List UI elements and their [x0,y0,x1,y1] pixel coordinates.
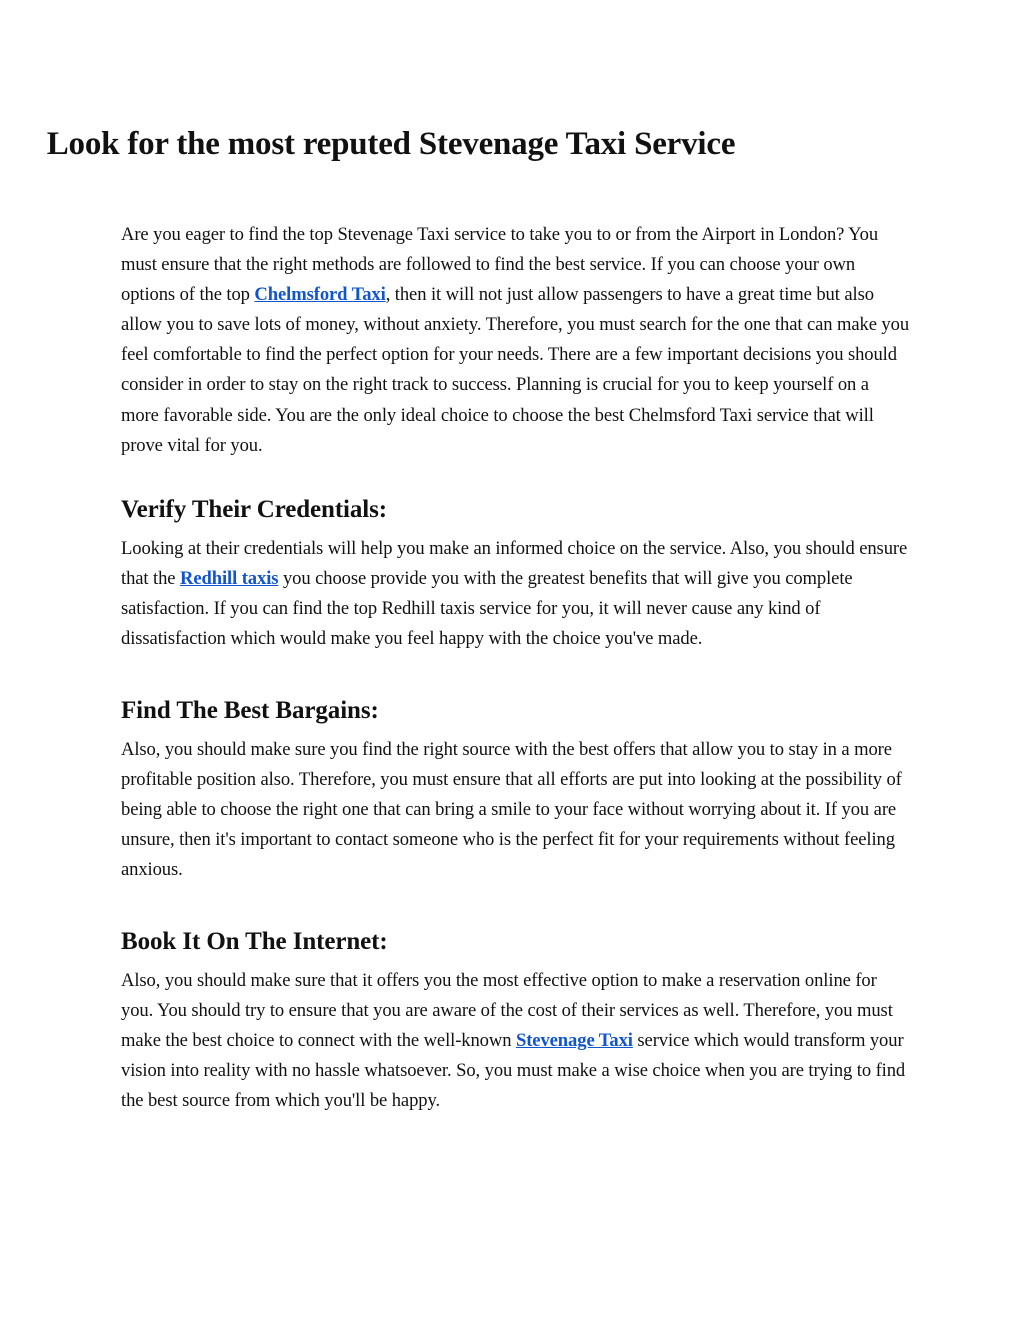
intro-section [121,220,911,461]
section-heading-best-bargains: Find The Best Bargains: [121,697,379,724]
section-text: you choose provide you with the greatest benefits that will give you complete satisfaction. If you can find the top Redhill taxis service for you, it will never cause any kind of dissatisfaction which would make you feel happy with the choice you've made. [121,568,853,650]
section-paragraph-best-bargains [121,735,911,885]
intro-text-2: , then it will not just allow passengers to have a great time but also allow you to save lots of money, without anxiety. Therefore, you must search for the one that can make you feel comfortable to find the perfect option for your needs. There are a few important decisions you should consider in order to stay on the right track to success. Planning is crucial for you to keep yourself on a more favorable side. You are the only ideal choice to choose the best Chelmsford Taxi service that will prove vital for you. [121,284,910,456]
section-best-bargains [121,694,911,885]
intro-paragraph [121,220,911,461]
intro-text-1: Are you eager to find the top Stevenage Taxi service to take you to or from the Airport in London? You must ensure that the right methods are followed to find the best service. If you can choose your own options of the top [121,224,879,306]
section-text: Also, you should make sure you find the right source with the best offers that allow you to stay in a more profitable position also. Therefore, you must ensure that all efforts are put into looking at the possibility of being able to choose the right one that can bring a smile to your face without worrying about it. If you are unsure, then it's important to contact someone who is the perfect fit for your requirements without feeling anxious. [121,739,902,881]
section-paragraph-verify-credentials [121,534,911,654]
section-heading-verify-credentials: Verify Their Credentials: [121,496,388,523]
document-title: Look for the most reputed Stevenage Taxi Service [46,126,736,162]
section-text: service which would transform your vision into reality with no hassle whatsoever. So, you must make a wise choice when you are trying to find the best source from which you'll be happy. [121,1030,906,1112]
redhill-taxis-link[interactable]: Redhill taxis [180,568,279,590]
section-heading-book-online: Book It On The Internet: [121,928,388,955]
chelmsford-taxi-link[interactable]: Chelmsford Taxi [254,284,386,306]
section-book-online [121,925,911,1116]
section-text: Also, you should make sure that it offers you the most effective option to make a reservation online for you. You should try to ensure that you are aware of the cost of their services as well. Therefore, you must make the best choice to connect with the well-known [121,970,893,1052]
section-text: Looking at their credentials will help you make an informed choice on the service. Also, you should ensure that the [121,538,908,590]
section-paragraph-book-online [121,966,911,1116]
section-verify-credentials [121,493,911,654]
stevenage-taxi-link[interactable]: Stevenage Taxi [515,1030,633,1052]
